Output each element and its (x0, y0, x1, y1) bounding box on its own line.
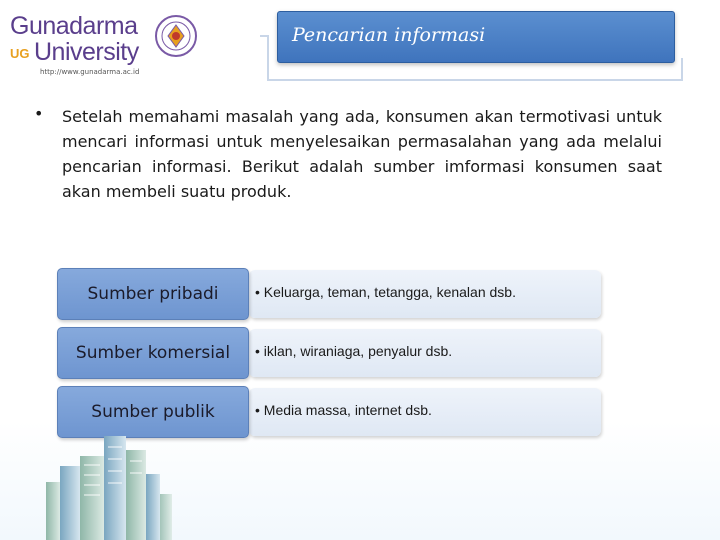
source-row-pribadi (57, 268, 603, 320)
source-detail: • Media massa, internet dsb. (255, 402, 432, 418)
source-detail: • iklan, wiraniaga, penyalur dsb. (255, 343, 453, 359)
source-label: Sumber pribadi (57, 268, 249, 320)
university-logo (4, 6, 204, 76)
logo-name-line1: Gunadarma (10, 12, 138, 40)
title-box (277, 11, 675, 63)
university-seal-icon (154, 14, 198, 58)
logo-name-line2: University (34, 38, 139, 66)
bullet-icon: • (34, 104, 44, 123)
header (0, 0, 720, 84)
source-detail-box (249, 329, 601, 377)
source-detail-box (249, 270, 601, 318)
intro-text: Setelah memahami masalah yang ada, konsumen akan termotivasi untuk mencari informasi untuk menyelesaikan permasalahan yang ada melalui pencarian informasi. Berikut adalah sumber imformasi konsumen saat akan membeli suatu produk. (62, 107, 662, 201)
page-title: Pencarian informasi (292, 24, 486, 46)
source-detail-box (249, 388, 601, 436)
logo-badge: UG (10, 46, 30, 61)
source-label: Sumber publik (57, 386, 249, 438)
source-row-komersial (57, 327, 603, 379)
source-label: Sumber komersial (57, 327, 249, 379)
logo-url: http://www.gunadarma.ac.id (40, 68, 140, 76)
source-detail: • Keluarga, teman, tetangga, kenalan dsb. (255, 284, 516, 300)
city-skyline-illustration (0, 430, 200, 540)
